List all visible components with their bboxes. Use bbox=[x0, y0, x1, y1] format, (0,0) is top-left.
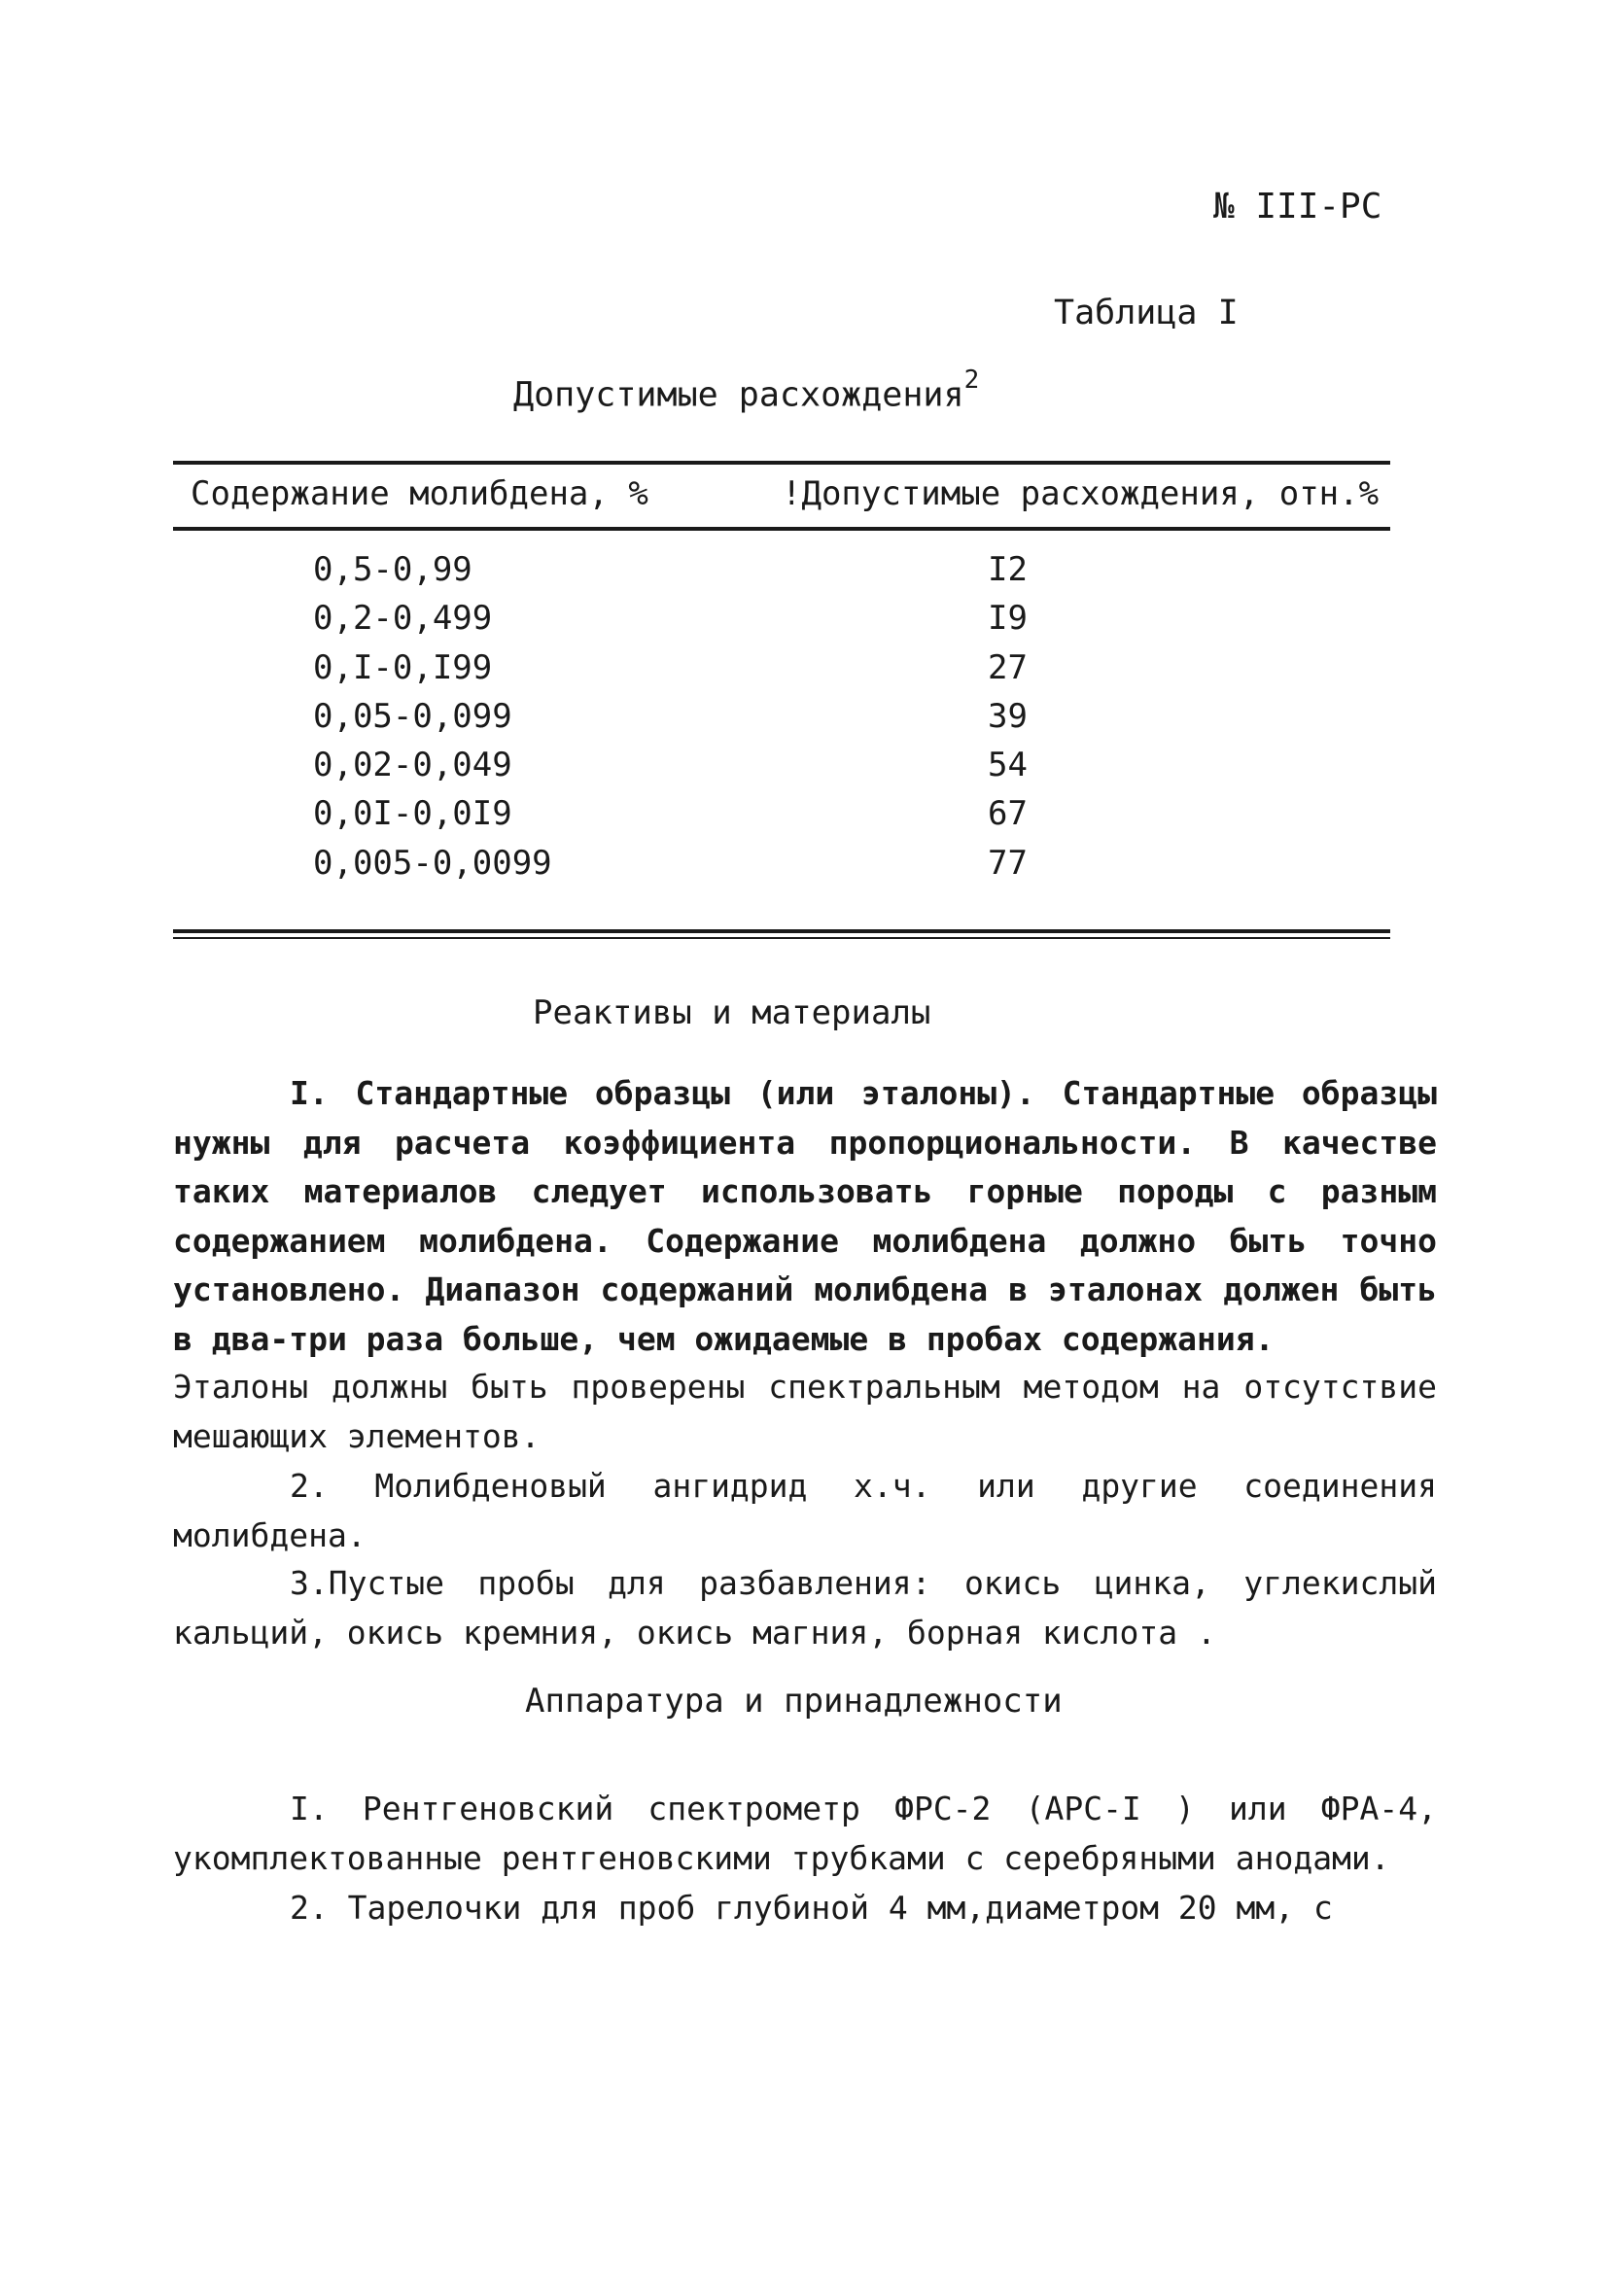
apparatus-item-1-text: I. Рентгеновский спектрометр ФРС-2 (АРС-I ) или ФРА-4, укомплектованные рентгеновскими трубками с серебряными анодами. bbox=[173, 1790, 1437, 1877]
cell-range: 0,0I-0,0I9 bbox=[313, 794, 512, 834]
cell-range: 0,5-0,99 bbox=[313, 550, 472, 589]
cell-value: 54 bbox=[988, 746, 1028, 785]
reagents-item-1 bbox=[173, 1069, 1437, 1364]
table-bottom-rule-thin bbox=[173, 937, 1390, 939]
table-row bbox=[0, 550, 1608, 599]
table-row bbox=[0, 794, 1608, 843]
apparatus-item-2-text: 2. Тарелочки для проб глубиной 4 мм,диаметром 20 мм, с bbox=[290, 1889, 1333, 1927]
cell-value: 67 bbox=[988, 794, 1028, 834]
table-top-rule bbox=[173, 461, 1390, 465]
column-header-discrepancy: !Допустимые расхождения, отн.% bbox=[782, 474, 1380, 513]
column-header-content: Содержание молибдена, % bbox=[191, 474, 648, 513]
reagents-item-1-continued bbox=[173, 1363, 1437, 1461]
table-row bbox=[0, 599, 1608, 647]
cell-range: 0,02-0,049 bbox=[313, 746, 512, 785]
cell-range: 0,2-0,499 bbox=[313, 599, 493, 639]
cell-value: 39 bbox=[988, 696, 1028, 736]
table-row bbox=[0, 844, 1608, 892]
footnote-marker: 2 bbox=[963, 365, 980, 395]
reagents-item-2-text: 2. Молибденовый ангидрид х.ч. или другие соединения молибдена. bbox=[173, 1467, 1437, 1554]
cell-value: I2 bbox=[988, 550, 1028, 589]
cell-value: I9 bbox=[988, 599, 1028, 639]
reagents-item-3 bbox=[173, 1559, 1437, 1657]
cell-range: 0,I-0,I99 bbox=[313, 647, 493, 687]
reagents-item-3-text: 3.Пустые пробы для разбавления: окись цинка, углекислый кальций, окись кремния, окись магния, борная кислота . bbox=[173, 1564, 1437, 1652]
table-row bbox=[0, 648, 1608, 697]
table-body bbox=[0, 550, 1608, 892]
cell-value: 77 bbox=[988, 843, 1028, 883]
cell-range: 0,005-0,0099 bbox=[313, 843, 552, 883]
reagents-item-2 bbox=[173, 1462, 1437, 1560]
table-row bbox=[0, 697, 1608, 746]
table-header-rule bbox=[173, 527, 1390, 531]
table-title bbox=[513, 365, 980, 415]
table-title-text: Допустимые расхождения bbox=[513, 375, 964, 415]
section-title-apparatus: Аппаратура и принадлежности bbox=[525, 1682, 1063, 1721]
table-row bbox=[0, 746, 1608, 794]
apparatus-item-1 bbox=[173, 1785, 1437, 1883]
reagents-item-1-text: I. Стандартные образцы (или эталоны). Стандартные образцы нужны для расчета коэффициента пропорциональности. В качестве таких материалов следует использовать горные породы с разным содержанием молибдена. Содержание молибдена должно быть точно установлено. Диапазон содержаний молибдена в эталонах должен быть в два-три раза больше, чем ожидаемые в пробах содержания. bbox=[173, 1074, 1437, 1358]
table-bottom-rule bbox=[173, 929, 1390, 933]
table-label: Таблица I bbox=[1054, 294, 1239, 332]
apparatus-item-2 bbox=[173, 1884, 1437, 1933]
cell-range: 0,05-0,099 bbox=[313, 696, 512, 736]
reagents-item-1-cont-text: Эталоны должны быть проверены спектральным методом на отсутствие мешающих элементов. bbox=[173, 1368, 1437, 1455]
document-number: № III-PC bbox=[1213, 187, 1382, 226]
section-title-reagents: Реактивы и материалы bbox=[533, 993, 931, 1032]
cell-value: 27 bbox=[988, 647, 1028, 687]
